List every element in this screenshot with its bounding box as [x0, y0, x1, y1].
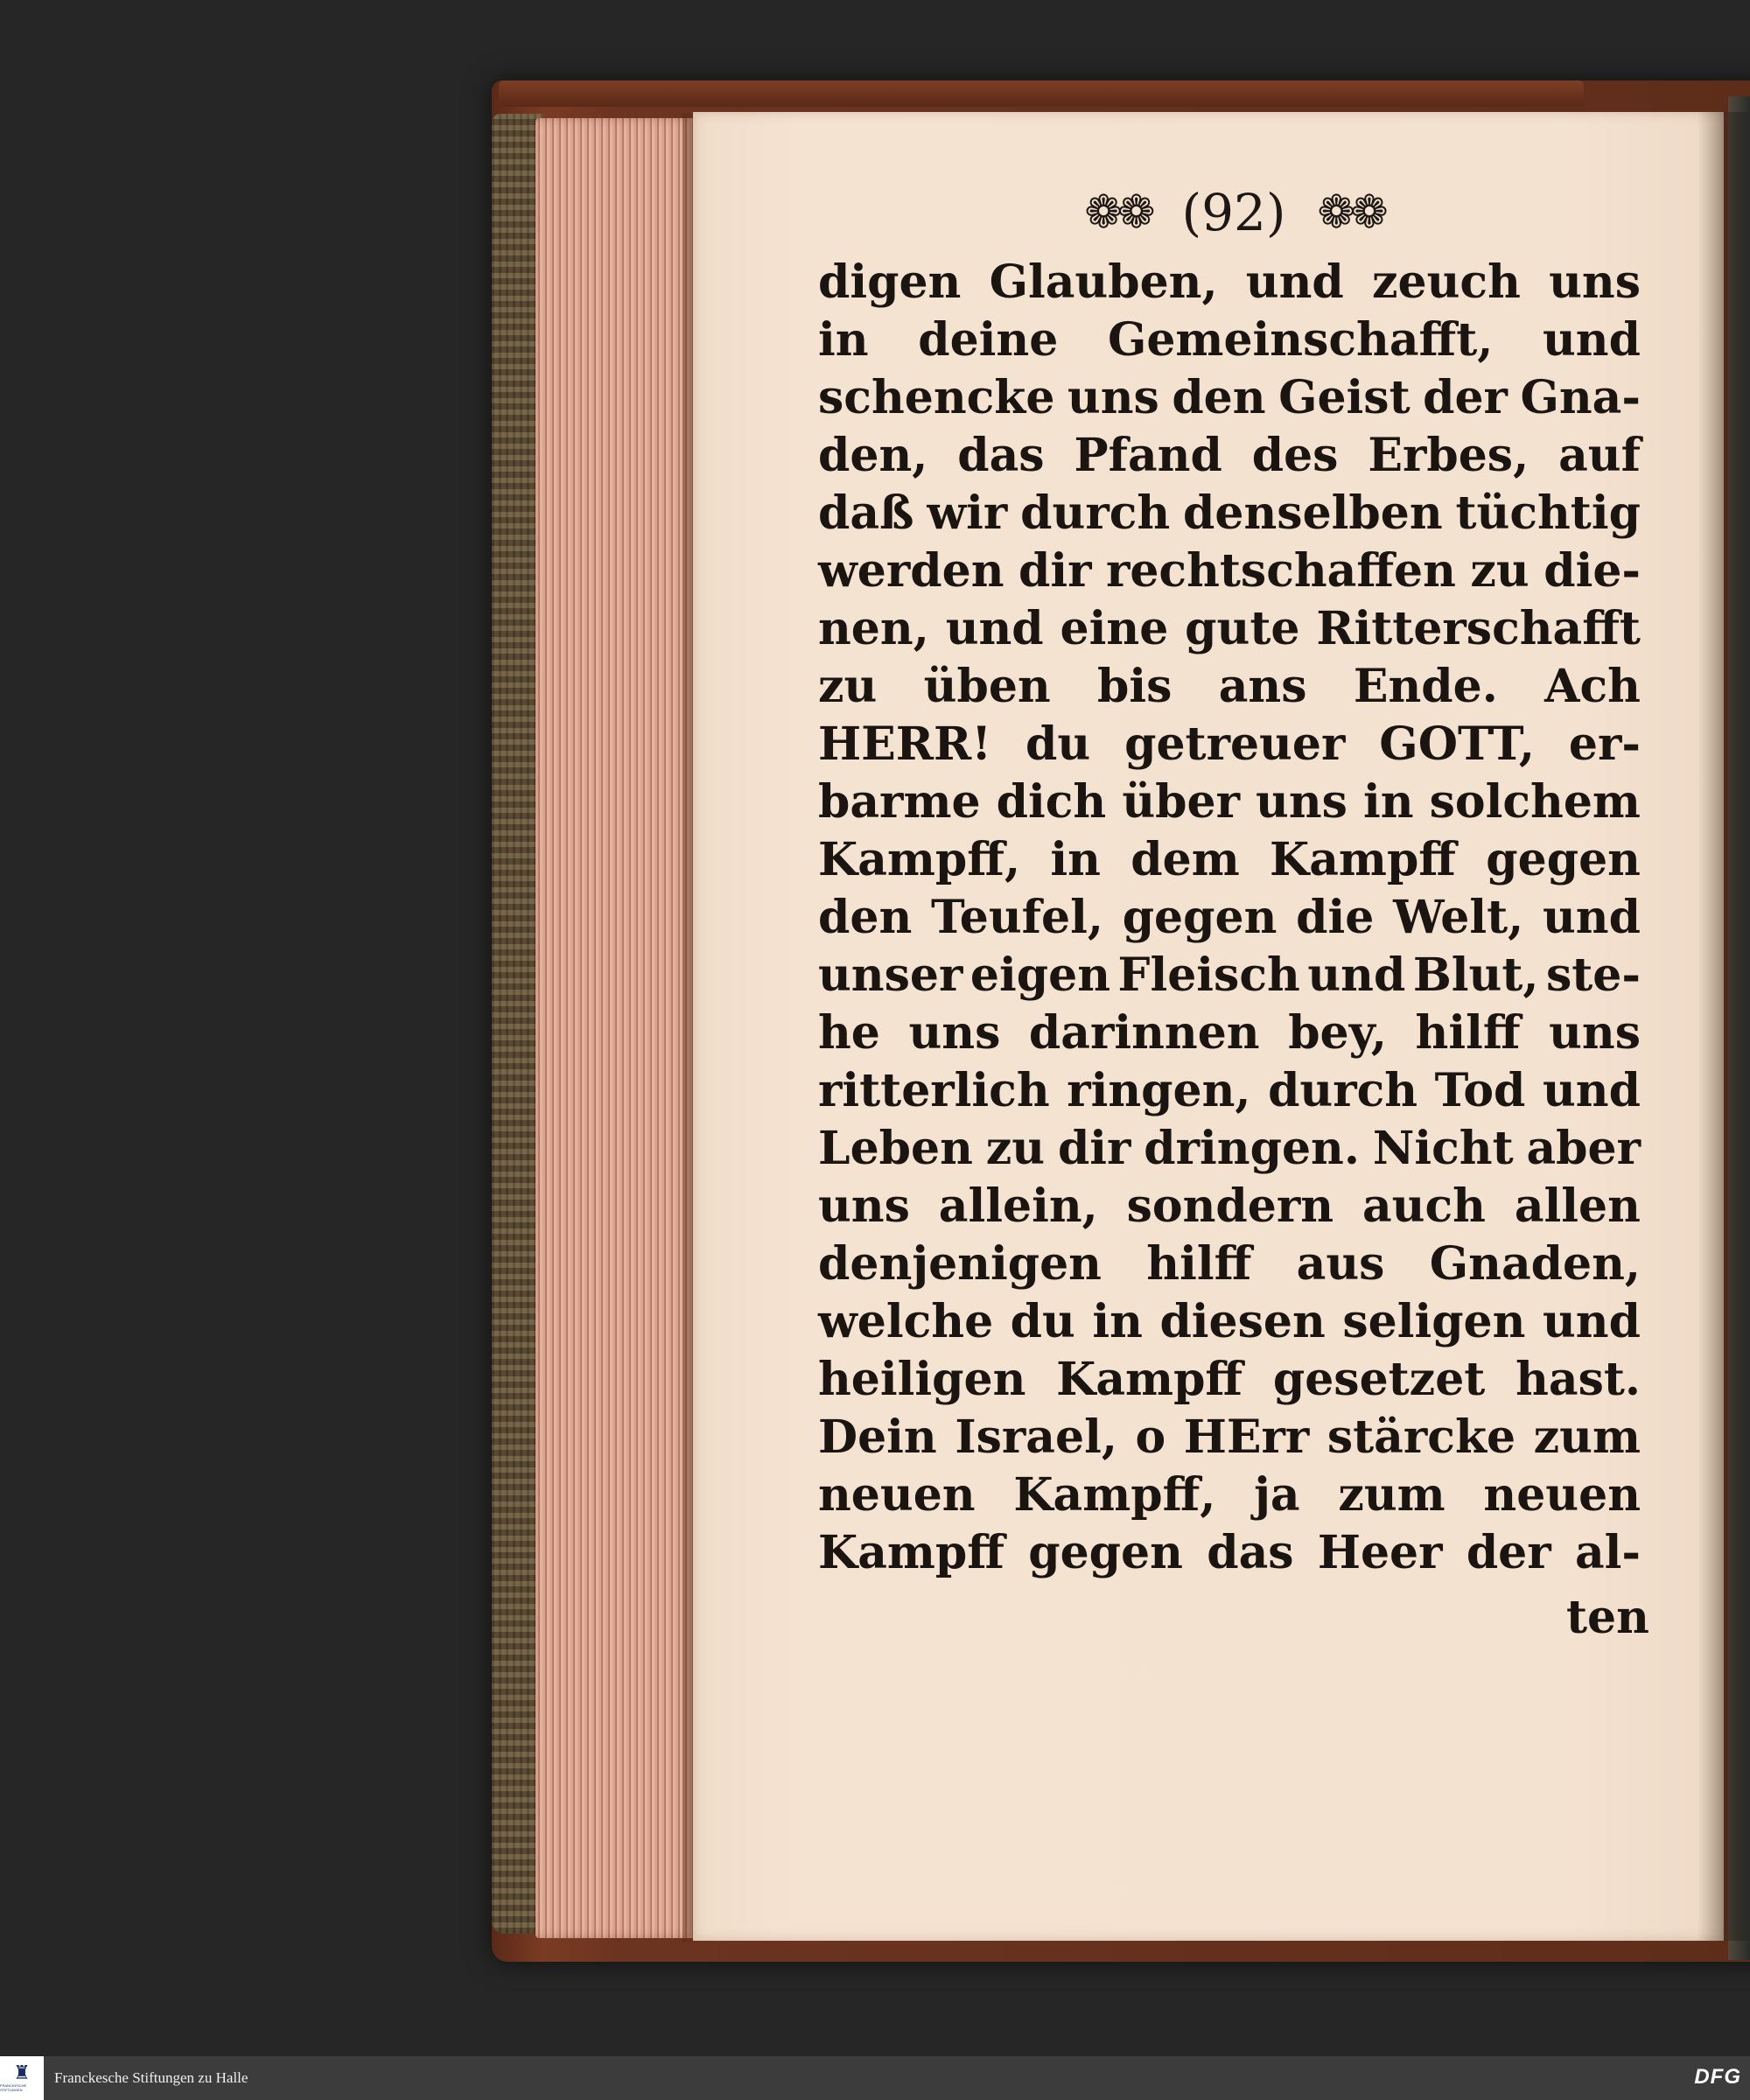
word: darinnen [1028, 1006, 1260, 1060]
text-line [818, 542, 1641, 600]
text-line [818, 485, 1641, 542]
institution-logo[interactable] [0, 2056, 44, 2100]
text-line [818, 369, 1641, 427]
word: Kampff, [1013, 1468, 1216, 1522]
word: hast. [1516, 1353, 1641, 1406]
word: des [1251, 429, 1339, 482]
word: schencke [818, 371, 1055, 424]
word: Glauben, [989, 256, 1218, 309]
word: uns [1256, 775, 1348, 829]
word: Ach [1544, 660, 1641, 713]
word: Pfand [1074, 429, 1222, 482]
word: und [1245, 256, 1344, 309]
word: Dein [818, 1410, 937, 1464]
word: tüchtig [1455, 486, 1641, 540]
word: er- [1568, 718, 1641, 771]
word: barme [818, 775, 981, 829]
word: und [945, 602, 1044, 655]
word: Welt, [1393, 891, 1524, 944]
word: gegen [1028, 1526, 1183, 1579]
word: Leben [818, 1122, 973, 1175]
text-line [818, 1409, 1641, 1466]
word: GOTT, [1379, 718, 1535, 771]
word: eine [1060, 602, 1169, 655]
ornament-right-icon: ❁❁ [1317, 186, 1383, 239]
word: den [1172, 371, 1266, 424]
word: bey, [1288, 1006, 1387, 1060]
word: zu [818, 660, 878, 713]
dfg-logo[interactable]: DFG [1694, 2065, 1741, 2089]
word: gegen [1486, 833, 1641, 886]
word: Nicht [1372, 1122, 1514, 1175]
word: zum [1338, 1468, 1446, 1522]
word: Heer [1317, 1526, 1443, 1579]
body-text [818, 254, 1641, 1582]
word: aber [1526, 1122, 1641, 1175]
institution-name[interactable]: Franckesche Stiftungen zu Halle [54, 2069, 248, 2086]
word: und [1307, 948, 1406, 1002]
word: uns [1067, 371, 1159, 424]
word: getreuer [1124, 718, 1346, 771]
word: die- [1544, 544, 1641, 598]
word: Kampff [818, 1526, 1004, 1579]
word: der [1466, 1526, 1551, 1579]
text-line [818, 254, 1641, 312]
word: hilff [1415, 1006, 1521, 1060]
text-line [818, 1178, 1641, 1236]
word: Fleisch [1117, 948, 1300, 1002]
word: zum [1533, 1410, 1641, 1464]
word: allen [1514, 1180, 1641, 1233]
catchword: ten [1566, 1591, 1649, 1644]
word: du [1025, 718, 1091, 771]
word: bis [1097, 660, 1172, 713]
word: o [1135, 1410, 1166, 1464]
text-line [818, 1004, 1641, 1062]
word: Ritterschafft [1316, 602, 1641, 655]
word: Ende. [1353, 660, 1498, 713]
text-line [818, 427, 1641, 485]
word: denselben [1183, 486, 1443, 540]
running-head [1024, 182, 1444, 243]
text-line [818, 1293, 1641, 1351]
word: uns [1549, 1006, 1641, 1060]
word: auf [1558, 429, 1641, 482]
word: dem [1130, 833, 1240, 886]
word: diesen [1159, 1295, 1326, 1348]
word: sondern [1126, 1180, 1334, 1233]
word: nen, [818, 602, 929, 655]
text-line [818, 831, 1641, 889]
word: Teufel, [931, 891, 1103, 944]
text-line [818, 1120, 1641, 1178]
word: werden [818, 544, 1004, 598]
word: zeuch [1371, 256, 1521, 309]
word: deine [918, 313, 1059, 367]
footer-bar [0, 2056, 1750, 2100]
text-line [818, 312, 1641, 369]
word: über [1122, 775, 1240, 829]
word: heiligen [818, 1353, 1026, 1406]
text-line [818, 1062, 1641, 1120]
word: Gemeinschafft, [1107, 313, 1494, 367]
word: ritterlich [818, 1064, 1050, 1117]
word: dringen. [1144, 1122, 1360, 1175]
word: durch [1020, 486, 1171, 540]
word: neuen [818, 1468, 976, 1522]
word: dich [996, 775, 1107, 829]
word: und [1542, 313, 1641, 367]
word: ste- [1546, 948, 1641, 1002]
word: zu [985, 1122, 1046, 1175]
word: uns [1549, 256, 1641, 309]
book-cover-top-band [499, 80, 1584, 107]
word: du [1010, 1295, 1075, 1348]
text-line [818, 1351, 1641, 1409]
text-line [818, 947, 1641, 1004]
word: das [1207, 1526, 1294, 1579]
word: welche [818, 1295, 994, 1348]
word: HERR! [818, 718, 992, 771]
word: al- [1574, 1526, 1641, 1579]
word: Israel, [955, 1410, 1117, 1464]
word: daß [818, 486, 914, 540]
word: zu [1470, 544, 1530, 598]
text-line [818, 889, 1641, 947]
word: Blut, [1412, 948, 1539, 1002]
word: ja [1254, 1468, 1300, 1522]
word: seligen [1342, 1295, 1526, 1348]
word: aus [1296, 1237, 1385, 1291]
word: rechtschaffen [1105, 544, 1456, 598]
word: in [1092, 1295, 1143, 1348]
word: die [1296, 891, 1375, 944]
word: digen [818, 256, 962, 309]
word: wir [927, 486, 1008, 540]
page-number: (92) [1181, 183, 1286, 242]
word: in [818, 313, 869, 367]
text-line [818, 1524, 1641, 1582]
word: hilff [1146, 1237, 1252, 1291]
word: das [957, 429, 1045, 482]
text-line [818, 774, 1641, 831]
word: eigen [970, 948, 1110, 1002]
word: in [1050, 833, 1101, 886]
word: und [1542, 1064, 1641, 1117]
word: Gnaden, [1429, 1237, 1641, 1291]
institution-logo-icon: ♜ [13, 2062, 31, 2084]
word: dir [1018, 544, 1092, 598]
word: ans [1218, 660, 1307, 713]
text-line [818, 600, 1641, 658]
word: dir [1057, 1122, 1131, 1175]
word: üben [923, 660, 1051, 713]
word: gegen [1122, 891, 1278, 944]
word: und [1542, 891, 1641, 944]
text-line [818, 716, 1641, 774]
word: ringen, [1067, 1064, 1251, 1117]
word: in [1363, 775, 1414, 829]
word: solchem [1429, 775, 1641, 829]
word: Geist [1278, 371, 1410, 424]
word: neuen [1483, 1468, 1641, 1522]
gutter-shadow [1698, 112, 1750, 1941]
word: den, [818, 429, 928, 482]
word: HErr [1183, 1410, 1310, 1464]
ornament-left-icon: ❁❁ [1084, 186, 1151, 239]
word: und [1542, 1295, 1641, 1348]
text-line [818, 1466, 1641, 1524]
word: Tod [1434, 1064, 1526, 1117]
word: Kampff, [818, 833, 1021, 886]
institution-logo-text: FRANCKESCHE STIFTUNGEN [0, 2083, 27, 2092]
word: auch [1362, 1180, 1486, 1233]
word: gesetzet [1272, 1353, 1486, 1406]
word: Kampff [1056, 1353, 1243, 1406]
word: Erbes, [1368, 429, 1530, 482]
word: unser [818, 948, 963, 1002]
word: Gna- [1520, 371, 1641, 424]
word: stärcke [1326, 1410, 1516, 1464]
word: he [818, 1006, 880, 1060]
word: Kampff [1270, 833, 1456, 886]
word: denjenigen [818, 1237, 1102, 1291]
word: den [818, 891, 913, 944]
word: allein, [938, 1180, 1098, 1233]
page-edges [536, 118, 693, 1938]
word: durch [1268, 1064, 1418, 1117]
word: der [1423, 371, 1508, 424]
word: uns [908, 1006, 1001, 1060]
text-line [818, 1236, 1641, 1293]
word: gute [1185, 602, 1300, 655]
text-line [818, 658, 1641, 716]
word: uns [818, 1180, 910, 1233]
